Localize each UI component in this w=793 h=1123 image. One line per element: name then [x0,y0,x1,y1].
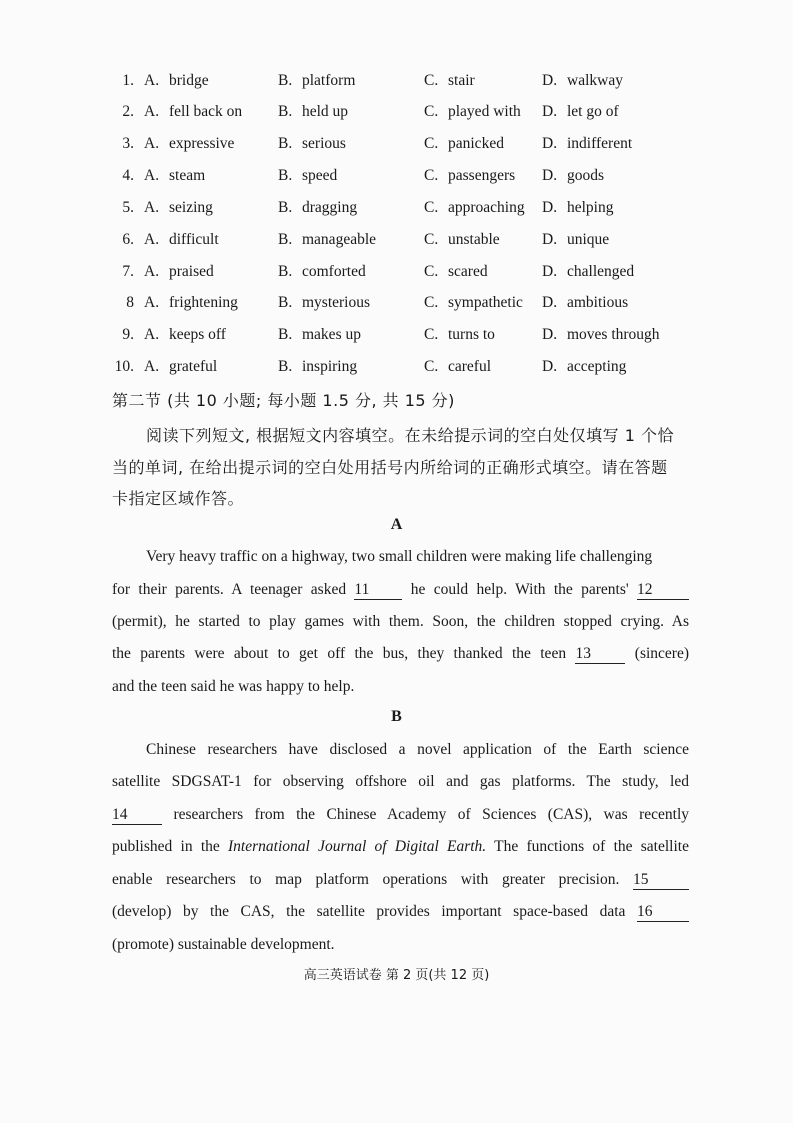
option-d[interactable]: indifferent [567,135,633,152]
passage-b-line-3 [112,806,689,830]
blank-12[interactable]: 12 [637,581,689,600]
passage-a-line-5: and the teen said he was happy to help. [112,678,355,695]
instruction-line-2: 当的单词, 在给出提示词的空白处用括号内所给词的正确形式填空。请在答题 [112,458,668,477]
option-d[interactable]: moves through [567,326,660,343]
option-letter-b: B. [278,263,293,280]
option-letter-a: A. [144,294,160,311]
option-letter-b: B. [278,72,293,89]
option-letter-a: A. [144,231,160,248]
question-number: 5. [122,199,134,216]
option-d[interactable]: walkway [567,72,623,89]
question-number: 10. [114,358,134,375]
question-row [0,358,793,382]
question-number: 7. [122,263,134,280]
option-letter-c: C. [424,72,439,89]
option-a[interactable]: difficult [169,231,219,248]
question-number: 1. [122,72,134,89]
section-heading: 第二节 (共 10 小题; 每小题 1.5 分, 共 15 分) [112,391,455,410]
option-letter-d: D. [542,294,558,311]
page-footer: 高三英语试卷 第 2 页(共 12 页) [303,968,490,983]
question-row [0,135,793,159]
option-c[interactable]: approaching [448,199,525,216]
option-d[interactable]: goods [567,167,605,184]
option-letter-b: B. [278,167,293,184]
option-letter-a: A. [144,263,160,280]
option-c[interactable]: played with [448,103,521,120]
option-letter-a: A. [144,103,160,120]
option-letter-b: B. [278,358,293,375]
passage-b-text: (develop) by the CAS, the satellite provides important space-based data [112,903,626,920]
question-number: 3. [122,135,134,152]
option-c[interactable]: panicked [448,135,504,152]
option-a[interactable]: praised [169,263,214,280]
option-letter-b: B. [278,231,293,248]
option-c[interactable]: unstable [448,231,500,248]
option-letter-a: A. [144,199,160,216]
blank-13[interactable]: 13 [575,645,625,664]
blank-16[interactable]: 16 [637,903,689,922]
option-letter-b: B. [278,103,293,120]
passage-a-text: (sincere) [634,645,689,662]
option-letter-d: D. [542,167,558,184]
option-letter-c: C. [424,135,439,152]
question-row [0,167,793,191]
option-letter-a: A. [144,72,160,89]
blank-14[interactable]: 14 [112,806,162,825]
option-a[interactable]: fell back on [169,103,243,120]
option-b[interactable]: dragging [302,199,358,216]
option-a[interactable]: frightening [169,294,238,311]
option-letter-b: B. [278,135,293,152]
option-letter-d: D. [542,231,558,248]
option-letter-d: D. [542,358,558,375]
passage-b-text: The functions of the satellite [494,838,689,855]
option-d[interactable]: helping [567,199,614,216]
blank-11[interactable]: 11 [354,581,402,600]
passage-a-text: for their parents. A teenager asked [112,581,347,598]
option-letter-c: C. [424,167,439,184]
passage-a-text: the parents were about to get off the bus, they thanked the teen [112,645,567,662]
journal-title: International Journal of Digital Earth. [228,838,487,855]
option-letter-c: C. [424,199,439,216]
passage-a-line-4 [112,645,689,669]
option-d[interactable]: unique [567,231,610,248]
passage-b-line-4 [112,838,689,862]
instruction-line-3: 卡指定区域作答。 [112,489,245,508]
option-letter-b: B. [278,326,293,343]
option-letter-d: D. [542,72,558,89]
option-letter-d: D. [542,103,558,120]
question-number: 9. [122,326,134,343]
passage-a-line-3: (permit), he started to play games with them. Soon, the children stopped crying. As [112,613,689,630]
option-b[interactable]: makes up [302,326,361,343]
option-c[interactable]: scared [448,263,488,280]
option-c[interactable]: sympathetic [448,294,523,311]
option-a[interactable]: bridge [169,72,209,89]
passage-b-line-1: Chinese researchers have disclosed a novel application of the Earth science [146,741,689,758]
passage-a-title: A [390,516,403,533]
option-b[interactable]: manageable [302,231,377,248]
option-letter-d: D. [542,199,558,216]
option-a[interactable]: seizing [169,199,213,216]
question-row [0,263,793,287]
option-b[interactable]: comforted [302,263,366,280]
option-letter-a: A. [144,135,160,152]
passage-b-title: B [391,708,402,725]
question-row [0,294,793,318]
question-row [0,231,793,255]
instruction-line-1: 阅读下列短文, 根据短文内容填空。在未给提示词的空白处仅填写 1 个恰 [146,426,675,445]
passage-b-text: enable researchers to map platform operations with greater precision. [112,871,620,888]
option-a[interactable]: grateful [169,358,218,375]
option-letter-d: D. [542,263,558,280]
option-d[interactable]: let go of [567,103,619,120]
option-letter-a: A. [144,167,160,184]
option-a[interactable]: steam [169,167,206,184]
option-c[interactable]: careful [448,358,492,375]
passage-b-line-5 [112,871,689,895]
question-number: 4. [122,167,134,184]
option-letter-a: A. [144,358,160,375]
option-letter-c: C. [424,231,439,248]
option-letter-d: D. [542,326,558,343]
passage-b-text: researchers from the Chinese Academy of Sciences (CAS), was recently [173,806,689,823]
option-d[interactable]: challenged [567,263,635,280]
option-b[interactable]: speed [302,167,338,184]
passage-b-line-7: (promote) sustainable development. [112,936,335,953]
option-b[interactable]: mysterious [302,294,371,311]
passage-a-line-1 [146,548,689,566]
option-c[interactable]: passengers [448,167,516,184]
passage-b-text: published in the [112,838,220,855]
passage-a-line-2 [112,581,689,605]
option-d[interactable]: ambitious [567,294,629,311]
question-row [0,199,793,223]
passage-a-text: Very heavy traffic on a highway, two small children were making life challenging [146,548,653,565]
option-letter-b: B. [278,199,293,216]
passage-b-line-2: satellite SDGSAT-1 for observing offshore oil and gas platforms. The study, led [112,773,689,790]
option-letter-c: C. [424,326,439,343]
option-b[interactable]: platform [302,72,356,89]
option-b[interactable]: inspiring [302,358,358,375]
question-number: 8 [126,294,134,311]
option-d[interactable]: accepting [567,358,627,375]
option-letter-c: C. [424,103,439,120]
option-b[interactable]: serious [302,135,346,152]
option-letter-c: C. [424,358,439,375]
question-row [0,103,793,127]
option-c[interactable]: stair [448,72,475,89]
option-a[interactable]: expressive [169,135,235,152]
option-b[interactable]: held up [302,103,349,120]
option-letter-d: D. [542,135,558,152]
question-number: 6. [122,231,134,248]
option-letter-b: B. [278,294,293,311]
question-number: 2. [122,103,134,120]
option-letter-c: C. [424,294,439,311]
question-row [0,72,793,96]
option-letter-a: A. [144,326,160,343]
question-row [0,326,793,350]
option-c[interactable]: turns to [448,326,495,343]
option-a[interactable]: keeps off [169,326,226,343]
blank-15[interactable]: 15 [633,871,689,890]
passage-b-line-6 [112,903,689,927]
passage-a-text: he could help. With the parents' [410,581,629,598]
option-letter-c: C. [424,263,439,280]
